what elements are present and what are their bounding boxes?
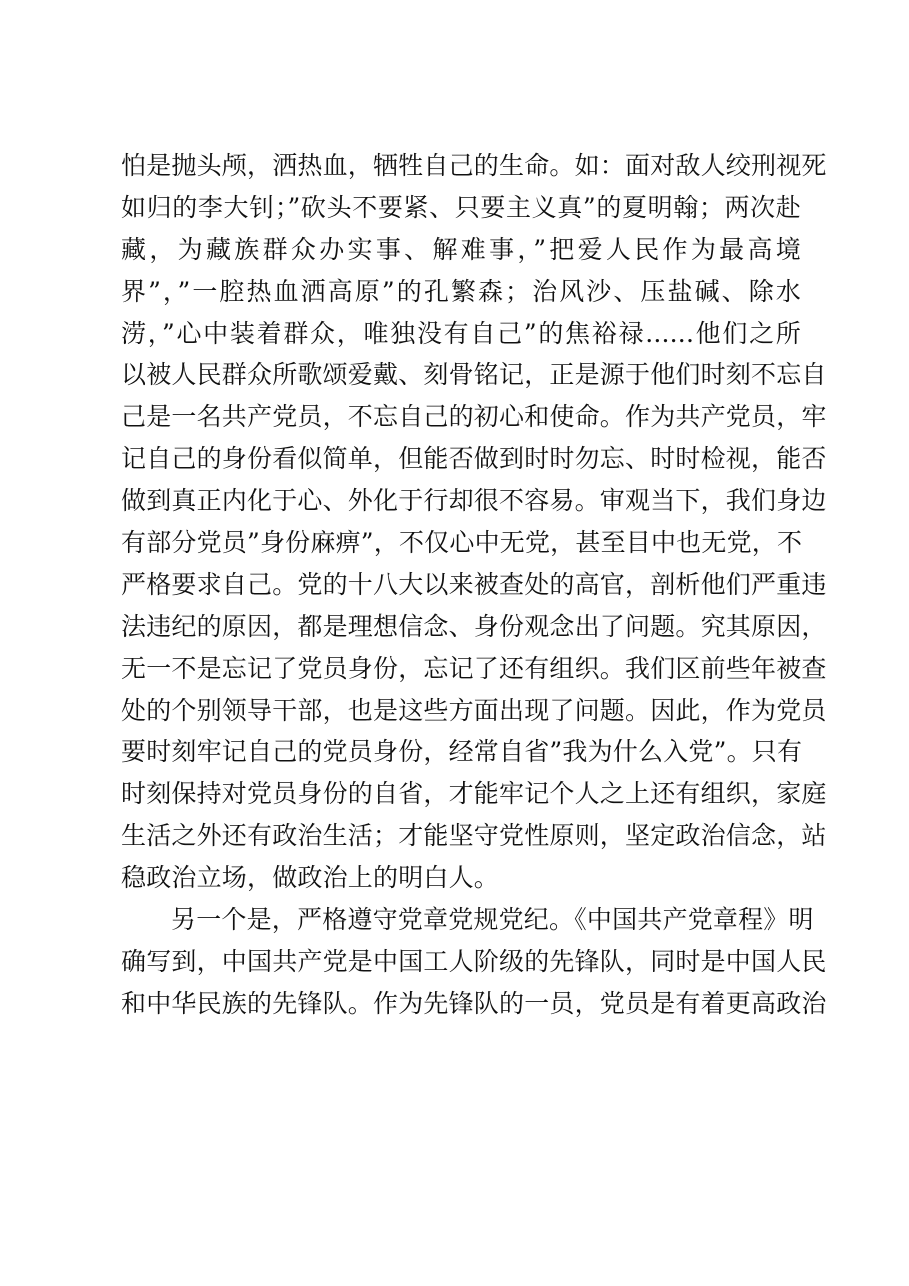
text-line: 涝，”心中装着群众，唯独没有自己”的焦裕禄......他们之所 bbox=[121, 318, 801, 348]
text-line: 生活之外还有政治生活；才能坚守党性原则，坚定政治信念，站 bbox=[121, 821, 827, 851]
text-line: 确写到，中国共产党是中国工人阶级的先锋队，同时是中国人民 bbox=[121, 946, 827, 976]
text-line: 界”，”一腔热血洒高原”的孔繁森；治风沙、压盐碱、除水 bbox=[121, 276, 801, 306]
text-line: 时刻保持对党员身份的自省，才能牢记个人之上还有组织，家庭 bbox=[121, 779, 827, 809]
text-line: 无一不是忘记了党员身份，忘记了还有组织。我们区前些年被查 bbox=[121, 653, 827, 683]
text-line: 和中华民族的先锋队。作为先锋队的一员，党员是有着更高政治 bbox=[121, 988, 827, 1018]
text-line: 记自己的身份看似简单，但能否做到时时勿忘、时时检视，能否 bbox=[121, 444, 827, 474]
text-line: 藏，为藏族群众办实事、解难事，”把爱人民作为最高境 bbox=[121, 234, 801, 264]
text-line: 做到真正内化于心、外化于行却很不容易。审观当下，我们身边 bbox=[121, 486, 827, 516]
text-line: 有部分党员”身份麻痹”，不仅心中无党，甚至目中也无党，不 bbox=[121, 528, 803, 558]
text-line: 另一个是，严格遵守党章党规党纪。《中国共产党章程》明 bbox=[171, 905, 814, 935]
text-line: 以被人民群众所歌颂爱戴、刻骨铭记，正是源于他们时刻不忘自 bbox=[121, 360, 827, 390]
text-line: 如归的李大钊；”砍头不要紧、只要主义真”的夏明翰；两次赴 bbox=[121, 192, 801, 222]
paragraph-1 bbox=[121, 145, 827, 899]
document-body bbox=[121, 145, 827, 1025]
text-line: 严格要求自己。党的十八大以来被查处的高官，剖析他们严重违 bbox=[121, 569, 827, 599]
text-line: 怕是抛头颅，洒热血，牺牲自己的生命。如：面对敌人绞刑视死 bbox=[121, 151, 827, 180]
text-line: 要时刻牢记自己的党员身份，经常自省”我为什么入党”。只有 bbox=[121, 737, 803, 767]
text-line: 处的个别领导干部，也是这些方面出现了问题。因此，作为党员 bbox=[121, 695, 827, 725]
text-line: 稳政治立场，做政治上的明白人。 bbox=[121, 863, 500, 893]
text-line: 法违纪的原因，都是理想信念、身份观念出了问题。究其原因， bbox=[121, 611, 827, 641]
text-line: 己是一名共产党员，不忘自己的初心和使命。作为共产党员，牢 bbox=[121, 402, 827, 432]
paragraph-2 bbox=[121, 899, 827, 1025]
